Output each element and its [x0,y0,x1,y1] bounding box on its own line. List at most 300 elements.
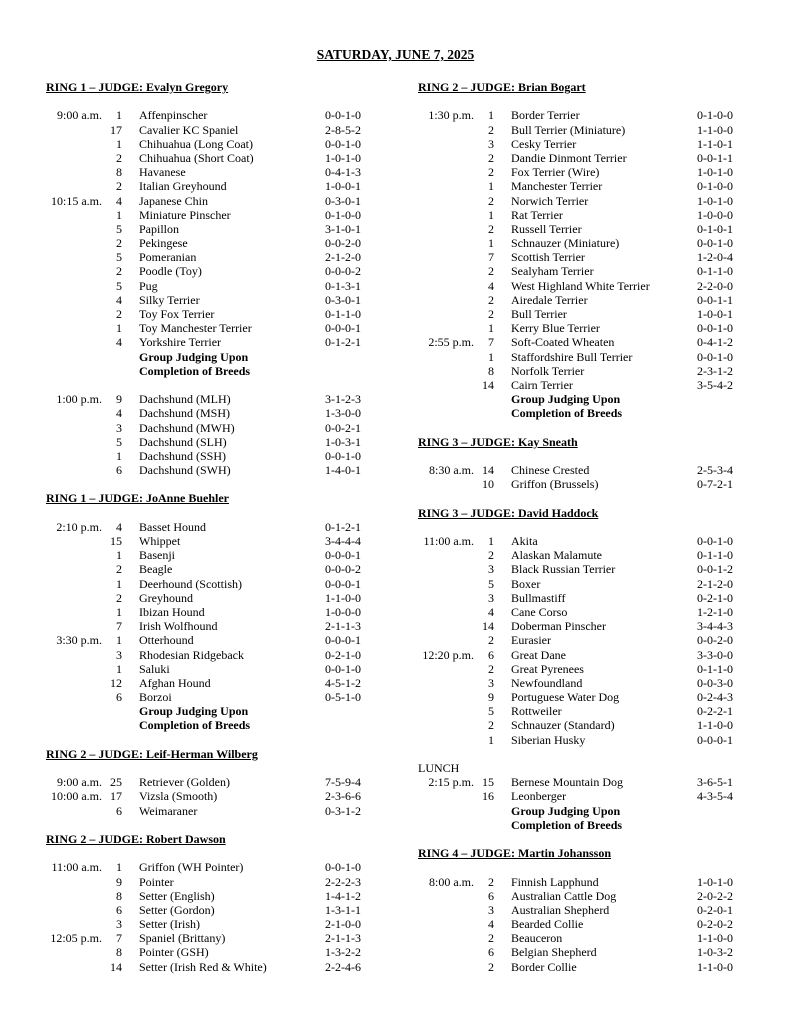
schedule-row [46,279,386,293]
schedule-row [46,648,386,662]
class-breakdown: 0-1-1-0 [697,661,733,676]
entry-count: 8 [116,888,122,903]
group-judging-note: Group Judging Upon [511,392,621,407]
class-breakdown: 1-0-0-0 [697,207,733,222]
breed-name: Retriever (Golden) [139,775,230,790]
schedule-row [418,364,758,378]
breed-name: Borzoi [139,690,172,705]
class-breakdown: 3-1-2-3 [325,392,361,407]
spacer [46,506,386,520]
schedule-row [418,137,758,151]
breed-name: Belgian Shepherd [511,945,597,960]
class-breakdown: 1-0-3-2 [697,945,733,960]
class-breakdown: 2-2-4-6 [325,959,361,974]
breed-name: Russell Terrier [511,221,582,236]
entry-count: 1 [116,207,122,222]
class-breakdown: 0-0-2-0 [697,633,733,648]
schedule-row [418,676,758,690]
breed-name: Pekingese [139,236,188,251]
schedule-row [418,690,758,704]
class-breakdown: 2-2-2-3 [325,874,361,889]
class-breakdown: 1-0-0-1 [697,307,733,321]
schedule-row [46,860,386,874]
entry-count: 2 [116,150,122,165]
breed-name: Poodle (Toy) [139,264,202,279]
breed-name: Rhodesian Ridgeback [139,647,244,662]
breed-name: Bull Terrier [511,307,567,321]
breed-name: Airedale Terrier [511,292,588,307]
class-breakdown: 2-1-1-3 [325,619,361,634]
entry-count: 6 [116,690,122,705]
schedule-row [418,264,758,278]
entry-count: 1 [488,732,494,747]
breed-name: Setter (Gordon) [139,902,215,917]
judging-time: 10:15 a.m. [51,193,102,208]
entry-count: 2 [488,307,494,321]
schedule-row [46,690,386,704]
entry-count: 6 [488,647,494,662]
class-breakdown: 0-3-0-1 [325,292,361,307]
breed-name: Rat Terrier [511,207,563,222]
judging-time: 11:00 a.m. [423,534,474,548]
entry-count: 3 [488,902,494,917]
schedule-row [46,123,386,137]
class-breakdown: 1-0-1-0 [697,165,733,180]
class-breakdown: 0-1-1-0 [697,264,733,279]
entry-count: 2 [488,548,494,563]
entry-count: 1 [116,661,122,676]
entry-count: 1 [488,534,494,548]
schedule-row [46,775,386,789]
schedule-row [46,605,386,619]
entry-count: 1 [116,321,122,336]
breed-name: Setter (English) [139,888,215,903]
breed-name: Rottweiler [511,704,562,719]
breed-name: Kerry Blue Terrier [511,321,600,336]
schedule-row [46,435,386,449]
entry-count: 4 [116,335,122,350]
schedule-row [46,449,386,463]
class-breakdown: 0-0-0-1 [325,321,361,336]
schedule-row [46,236,386,250]
schedule-row [418,179,758,193]
entry-count: 5 [488,704,494,719]
schedule-row [418,194,758,208]
entry-count: 2 [488,264,494,279]
class-breakdown: 0-3-0-1 [325,193,361,208]
breed-name: Silky Terrier [139,292,200,307]
group-judging-note: Completion of Breeds [139,363,251,378]
breed-name: Ibizan Hound [139,604,205,619]
breed-name: Manchester Terrier [511,179,603,194]
breed-name: Cane Corso [511,604,568,619]
class-breakdown: 1-1-0-1 [697,136,733,151]
class-breakdown: 0-0-1-0 [325,136,361,151]
breed-name: Basenji [139,548,175,563]
breed-name: Schnauzer (Miniature) [511,236,620,251]
ring-judge-heading: RING 1 – JUDGE: Evalyn Gregory [46,80,229,94]
schedule-row [418,562,758,576]
entry-count: 5 [488,576,494,591]
class-breakdown: 0-4-1-2 [697,335,733,350]
breed-name: Toy Manchester Terrier [139,321,252,336]
breed-name: Australian Shepherd [511,902,610,917]
entry-count: 3 [488,562,494,577]
entry-count: 14 [482,619,494,634]
entry-count: 8 [488,363,494,378]
schedule-row [46,633,386,647]
spacer [46,477,386,491]
class-breakdown: 1-3-2-2 [325,945,361,960]
class-breakdown: 1-0-1-0 [325,150,361,165]
schedule-row [418,619,758,633]
class-breakdown: 2-5-3-4 [697,463,733,478]
lunch-label: LUNCH [418,761,460,775]
schedule-row [418,307,758,321]
spacer [418,520,758,534]
entry-count: 1 [116,604,122,619]
entry-count: 1 [116,576,122,591]
entry-count: 6 [488,888,494,903]
schedule-row [46,293,386,307]
group-judging-note: Completion of Breeds [511,817,623,832]
class-breakdown: 0-2-2-1 [697,704,733,719]
class-breakdown: 0-0-2-1 [325,420,361,435]
schedule-row [418,945,758,959]
judging-time: 8:30 a.m. [429,463,474,478]
schedule-row [418,775,758,789]
breed-name: Bernese Mountain Dog [511,775,623,790]
breed-name: Miniature Pinscher [139,207,231,222]
entry-count: 2 [488,931,494,946]
class-breakdown: 0-0-1-0 [325,448,361,463]
schedule-row [46,264,386,278]
class-breakdown: 0-0-0-1 [325,548,361,563]
class-breakdown: 0-0-0-2 [325,562,361,577]
breed-name: Dachshund (SWH) [139,463,231,478]
breed-name: Italian Greyhound [139,179,227,194]
class-breakdown: 1-0-0-0 [325,604,361,619]
entry-count: 8 [116,165,122,180]
class-breakdown: 0-3-1-2 [325,803,361,818]
class-breakdown: 2-1-2-0 [325,250,361,265]
entry-count: 5 [116,278,122,293]
entry-count: 6 [488,945,494,960]
schedule-row [418,718,758,732]
class-breakdown: 0-0-1-0 [697,349,733,364]
schedule-row [46,903,386,917]
schedule-row [418,960,758,974]
breed-name: Griffon (WH Pointer) [139,860,244,875]
schedule-row [46,137,386,151]
breed-name: Leonberger [511,789,567,804]
breed-name: Dachshund (SSH) [139,448,226,463]
class-breakdown: 0-0-2-0 [325,236,361,251]
breed-name: Black Russian Terrier [511,562,616,577]
schedule-row [418,222,758,236]
entry-count: 14 [482,377,494,392]
breed-name: Finnish Lapphund [511,874,599,889]
entry-count: 2 [116,179,122,194]
schedule-row [46,108,386,122]
class-breakdown: 1-1-0-0 [697,959,733,974]
entry-count: 8 [116,945,122,960]
class-breakdown: 0-1-2-1 [325,335,361,350]
entry-count: 9 [116,392,122,407]
schedule-row [46,619,386,633]
class-breakdown: 0-0-1-0 [697,236,733,251]
schedule-row [418,463,758,477]
entry-count: 5 [116,250,122,265]
breed-name: Doberman Pinscher [511,619,606,634]
judging-time: 11:00 a.m. [51,860,102,875]
page-title: SATURDAY, JUNE 7, 2025 [316,47,475,62]
class-breakdown: 0-0-3-0 [697,675,733,690]
judging-time: 3:30 p.m. [56,633,102,648]
breed-name: Afghan Hound [139,675,211,690]
breed-name: Schnauzer (Standard) [511,718,615,733]
schedule-row [46,406,386,420]
entry-count: 4 [116,519,122,534]
entry-count: 15 [482,775,494,790]
schedule-column-right [418,80,758,974]
schedule-row [46,194,386,208]
breed-name: Portuguese Water Dog [511,690,620,705]
class-breakdown: 1-4-0-1 [325,463,361,478]
schedule-row [418,548,758,562]
breed-name: Eurasier [511,633,551,648]
breed-name: Pointer (GSH) [139,945,209,960]
entry-count: 3 [116,420,122,435]
breed-name: Dachshund (MLH) [139,392,231,407]
entry-count: 1 [488,236,494,251]
class-breakdown: 0-0-1-0 [325,661,361,676]
spacer [418,747,758,761]
spacer [46,733,386,747]
breed-name: Boxer [511,576,541,591]
class-breakdown: 3-3-0-0 [697,647,733,662]
class-breakdown: 1-0-1-0 [697,874,733,889]
entry-count: 10 [482,477,494,492]
breed-name: Basset Hound [139,519,206,534]
entry-count: 2 [116,590,122,605]
entry-count: 2 [488,193,494,208]
class-breakdown: 0-7-2-1 [697,477,733,492]
schedule-row [418,591,758,605]
entry-count: 9 [488,690,494,705]
breed-name: Scottish Terrier [511,250,585,265]
breed-name: Pomeranian [139,250,197,265]
breed-name: Havanese [139,165,186,180]
schedule-row [46,548,386,562]
class-breakdown: 0-2-0-1 [697,902,733,917]
entry-count: 2 [116,562,122,577]
breed-name: Saluki [139,661,170,676]
breed-name: Australian Cattle Dog [511,888,617,903]
entry-count: 2 [116,236,122,251]
breed-name: Pug [139,278,158,293]
class-breakdown: 2-1-0-0 [325,917,361,932]
schedule-row [418,123,758,137]
class-breakdown: 0-1-0-0 [325,207,361,222]
schedule-row [46,591,386,605]
entry-count: 4 [116,193,122,208]
breed-name: Dachshund (MSH) [139,406,230,421]
schedule-row [46,321,386,335]
class-breakdown: 0-0-0-2 [325,264,361,279]
entry-count: 2 [488,633,494,648]
entry-count: 2 [488,661,494,676]
schedule-row [46,662,386,676]
breed-name: Staffordshire Bull Terrier [511,349,633,364]
schedule-row [418,165,758,179]
spacer [46,846,386,860]
breed-name: Alaskan Malamute [511,548,602,563]
class-breakdown: 1-1-0-0 [697,931,733,946]
schedule-row [46,960,386,974]
entry-count: 1 [116,108,122,123]
class-breakdown: 2-0-2-2 [697,888,733,903]
judging-time: 2:10 p.m. [56,519,102,534]
spacer [418,860,758,874]
entry-count: 3 [116,647,122,662]
entry-count: 1 [116,548,122,563]
schedule-row [418,236,758,250]
entry-count: 2 [488,122,494,137]
schedule-row [418,577,758,591]
class-breakdown: 0-0-1-0 [697,534,733,548]
schedule-row [418,279,758,293]
schedule-row [418,335,758,349]
schedule-row [46,335,386,349]
class-breakdown: 0-4-1-3 [325,165,361,180]
spacer [418,449,758,463]
breed-name: Dachshund (MWH) [139,420,235,435]
entry-count: 3 [116,917,122,932]
entry-count: 17 [110,122,122,137]
schedule-row [46,165,386,179]
breed-name: Beagle [139,562,173,577]
entry-count: 17 [110,789,122,804]
class-breakdown: 0-0-1-2 [697,562,733,577]
breed-name: Irish Wolfhound [139,619,218,634]
class-breakdown: 0-1-0-1 [697,221,733,236]
breed-name: Deerhound (Scottish) [139,576,242,591]
schedule-row [418,477,758,491]
group-judging-note: Group Judging Upon [139,704,249,719]
breed-name: Affenpinscher [139,108,208,123]
ring-judge-heading: RING 4 – JUDGE: Martin Johansson [418,846,612,861]
breed-name: Fox Terrier (Wire) [511,165,600,180]
class-breakdown: 1-1-0-0 [325,590,361,605]
schedule-row [418,875,758,889]
entry-count: 4 [488,917,494,932]
entry-count: 2 [488,150,494,165]
class-breakdown: 0-2-0-2 [697,917,733,932]
class-breakdown: 1-0-0-1 [325,179,361,194]
schedule-row [46,577,386,591]
judging-time: 12:05 p.m. [50,931,102,946]
schedule-row [46,307,386,321]
entry-count: 7 [488,250,494,265]
schedule-row [418,350,758,364]
entry-count: 2 [488,292,494,307]
entry-count: 4 [116,292,122,307]
entry-count: 2 [488,221,494,236]
class-breakdown: 3-4-4-4 [325,534,361,548]
schedule-column-left [46,80,386,974]
class-breakdown: 4-3-5-4 [697,789,733,804]
entry-count: 6 [116,463,122,478]
schedule-row [418,151,758,165]
entry-count: 2 [488,718,494,733]
class-breakdown: 0-1-1-0 [325,307,361,321]
class-breakdown: 2-3-6-6 [325,789,361,804]
spacer [46,818,386,832]
schedule-row [418,789,758,803]
class-breakdown: 0-0-0-1 [325,576,361,591]
schedule-row [418,917,758,931]
judging-time: 12:20 p.m. [422,647,474,662]
class-breakdown: 0-0-1-1 [697,292,733,307]
class-breakdown: 0-1-1-0 [697,548,733,563]
judging-time: 10:00 a.m. [51,789,102,804]
class-breakdown: 1-1-0-0 [697,718,733,733]
class-breakdown: 1-3-0-0 [325,406,361,421]
class-breakdown: 0-0-0-1 [325,633,361,648]
entry-count: 6 [116,803,122,818]
entry-count: 7 [116,619,122,634]
entry-count: 5 [116,221,122,236]
class-breakdown: 0-0-1-0 [697,321,733,336]
spacer [418,421,758,435]
class-breakdown: 0-1-2-1 [325,519,361,534]
breed-name: Spaniel (Brittany) [139,931,226,946]
entry-count: 1 [488,321,494,336]
ring-judge-heading: RING 2 – JUDGE: Leif-Herman Wilberg [46,746,258,761]
entry-count: 25 [110,775,122,790]
class-breakdown: 2-1-2-0 [697,576,733,591]
breed-name: Norwich Terrier [511,193,589,208]
schedule-row [46,208,386,222]
schedule-row [418,534,758,548]
breed-name: Great Pyrenees [511,661,584,676]
spacer [418,832,758,846]
breed-name: Newfoundland [511,675,583,690]
entry-count: 3 [488,136,494,151]
class-breakdown: 0-5-1-0 [325,690,361,705]
entry-count: 1 [488,108,494,123]
entry-count: 2 [488,874,494,889]
entry-count: 15 [110,534,122,548]
class-breakdown: 1-1-0-0 [697,122,733,137]
entry-count: 3 [488,590,494,605]
breed-name: Weimaraner [139,803,198,818]
breed-name: Sealyham Terrier [511,264,594,279]
schedule-row [418,293,758,307]
breed-name: Whippet [139,534,181,548]
breed-name: Papillon [139,221,180,236]
entry-count: 1 [488,207,494,222]
schedule-row [46,463,386,477]
breed-name: Greyhound [139,590,193,605]
class-breakdown: 0-0-1-0 [325,860,361,875]
class-breakdown: 1-3-1-1 [325,902,361,917]
entry-count: 14 [110,959,122,974]
breed-name: Cavalier KC Spaniel [139,122,239,137]
judging-time: 9:00 a.m. [57,775,102,790]
entry-count: 12 [110,675,122,690]
